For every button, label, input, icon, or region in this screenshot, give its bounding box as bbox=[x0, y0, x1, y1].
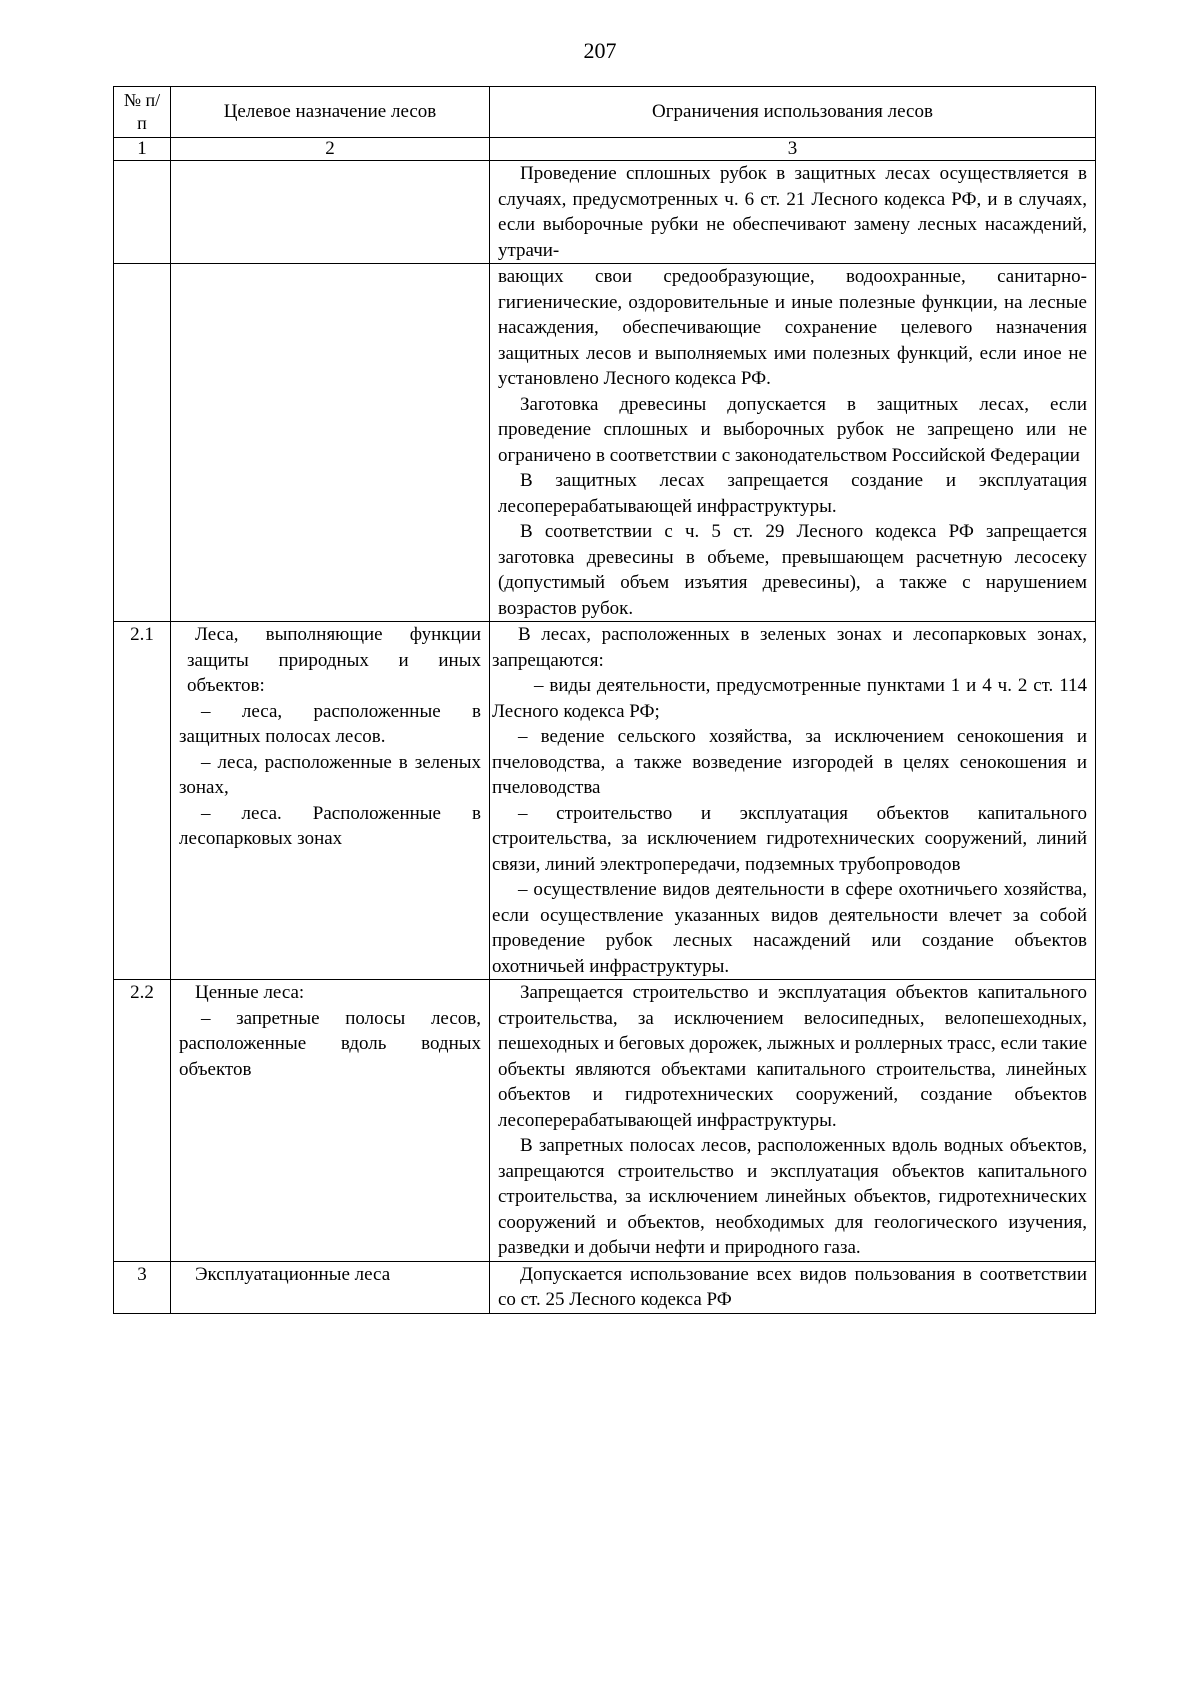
purpose-cell bbox=[171, 264, 490, 622]
row-number-cell: 2.1 bbox=[114, 622, 171, 980]
purpose-paragraph: – леса. Расположенные в лесопарковых зонах bbox=[179, 802, 481, 849]
restriction-paragraph: вающих свои средообразующие, водоохранные, санитарно-гигиенические, оздоровительные и иные полезные функции, на лесные насаждения, обеспечивающие сохранение целевого назначения защитных лесов и выполняемых ими полезных функций, если иное не установлено Лесного кодекса РФ. bbox=[498, 266, 1087, 389]
row-number-cell bbox=[114, 264, 171, 622]
purpose-cell bbox=[171, 980, 490, 1262]
column-number-2: 2 bbox=[171, 138, 490, 161]
column-numbers-row bbox=[114, 138, 1096, 161]
restriction-paragraph: – строительство и эксплуатация объектов капитального строительства, за исключением гидротехнических сооружений, линий связи, линий электропередачи, подземных трубопроводов bbox=[492, 802, 1087, 875]
restrictions-cell bbox=[490, 161, 1096, 264]
purpose-paragraph: Ценные леса: bbox=[195, 982, 305, 1003]
restrictions-cell bbox=[490, 264, 1096, 622]
restrictions-cell bbox=[490, 980, 1096, 1262]
restriction-paragraph: Проведение сплошных рубок в защитных лесах осуществляется в случаях, предусмотренных ч. 6 ст. 21 Лесного кодекса РФ, и в случаях, если выборочные рубки не обеспечивают замену лесных насаждений, утрачи- bbox=[498, 163, 1087, 261]
table-row bbox=[114, 1261, 1096, 1313]
purpose-paragraph: – запретные полосы лесов, расположенные вдоль водных объектов bbox=[179, 1007, 481, 1080]
column-number-1: 1 bbox=[114, 138, 171, 161]
restriction-paragraph: В запретных полосах лесов, расположенных вдоль водных объектов, запрещаются строительство и эксплуатация объектов капитального строительства, за исключением линейных объектов, гидротехнических сооружений и объектов, необходимых для геологического изучения, разведки и добычи нефти и природного газа. bbox=[498, 1135, 1087, 1258]
restriction-paragraph: – осуществление видов деятельности в сфере охотничьего хозяйства, если осуществление указанных видов деятельности влечет за собой проведение рубок лесных насаждений или создание объектов охотничьей инфраструктуры. bbox=[492, 879, 1087, 977]
forest-restrictions-table bbox=[113, 86, 1096, 1314]
page-number: 207 bbox=[583, 38, 617, 63]
restriction-paragraph: В защитных лесах запрещается создание и эксплуатация лесоперерабатывающей инфраструктуры. bbox=[498, 470, 1087, 517]
header-number: № п/п bbox=[114, 87, 171, 138]
table-row bbox=[114, 622, 1096, 980]
header-purpose: Целевое назначение лесов bbox=[171, 87, 490, 138]
row-number-cell: 2.2 bbox=[114, 980, 171, 1262]
row-number-cell: 3 bbox=[114, 1261, 171, 1313]
restriction-paragraph: Заготовка древесины допускается в защитных лесах, если проведение сплошных и выборочных рубок не запрещено или не ограничено в соответствии с законодательством Российской Федерации bbox=[498, 393, 1087, 466]
table-row bbox=[114, 264, 1096, 622]
purpose-cell bbox=[171, 161, 490, 264]
purpose-paragraph: Эксплуатационные леса bbox=[195, 1263, 391, 1285]
row-number-cell bbox=[114, 161, 171, 264]
restriction-paragraph: В соответствии с ч. 5 ст. 29 Лесного кодекса РФ запрещается заготовка древесины в объеме, превышающем расчетную лесосеку (допустимый объем изъятия древесины), а также с нарушением возрастов рубок. bbox=[498, 521, 1087, 619]
column-number-3: 3 bbox=[490, 138, 1096, 161]
restrictions-cell bbox=[490, 622, 1096, 980]
purpose-cell bbox=[171, 622, 490, 980]
purpose-paragraph: – леса, расположенные в зеленых зонах, bbox=[179, 751, 481, 798]
table-row bbox=[114, 161, 1096, 264]
purpose-paragraph: – леса, расположенные в защитных полосах лесов. bbox=[179, 700, 481, 747]
restriction-paragraph: – ведение сельского хозяйства, за исключением сенокошения и пчеловодства, а также возведение изгородей в целях сенокошения и пчеловодства bbox=[492, 726, 1087, 798]
restriction-paragraph: Запрещается строительство и эксплуатация объектов капитального строительства, за исключением велосипедных, велопешеходных, пешеходных и беговых дорожек, лыжных и роллерных трасс, если такие объекты являются объектами капитального строительства, линейных объектов и гидротехнических сооружений, создание объектов лесоперерабатывающей инфраструктуры. bbox=[498, 982, 1087, 1131]
restriction-paragraph: В лесах, расположенных в зеленых зонах и лесопарковых зонах, запрещаются: bbox=[492, 624, 1087, 671]
purpose-paragraph: Леса, выполняющие функции защиты природных и иных объектов: bbox=[187, 624, 481, 696]
table-row bbox=[114, 980, 1096, 1262]
restrictions-cell bbox=[490, 1261, 1096, 1313]
table-header-row bbox=[114, 87, 1096, 138]
restriction-paragraph: Допускается использование всех видов пользования в соответствии со ст. 25 Лесного кодекса РФ bbox=[498, 1263, 1087, 1310]
purpose-cell bbox=[171, 1261, 490, 1313]
restriction-paragraph: – виды деятельности, предусмотренные пунктами 1 и 4 ч. 2 ст. 114 Лесного кодекса РФ; bbox=[492, 675, 1087, 722]
header-restrictions: Ограничения использования лесов bbox=[490, 87, 1096, 138]
